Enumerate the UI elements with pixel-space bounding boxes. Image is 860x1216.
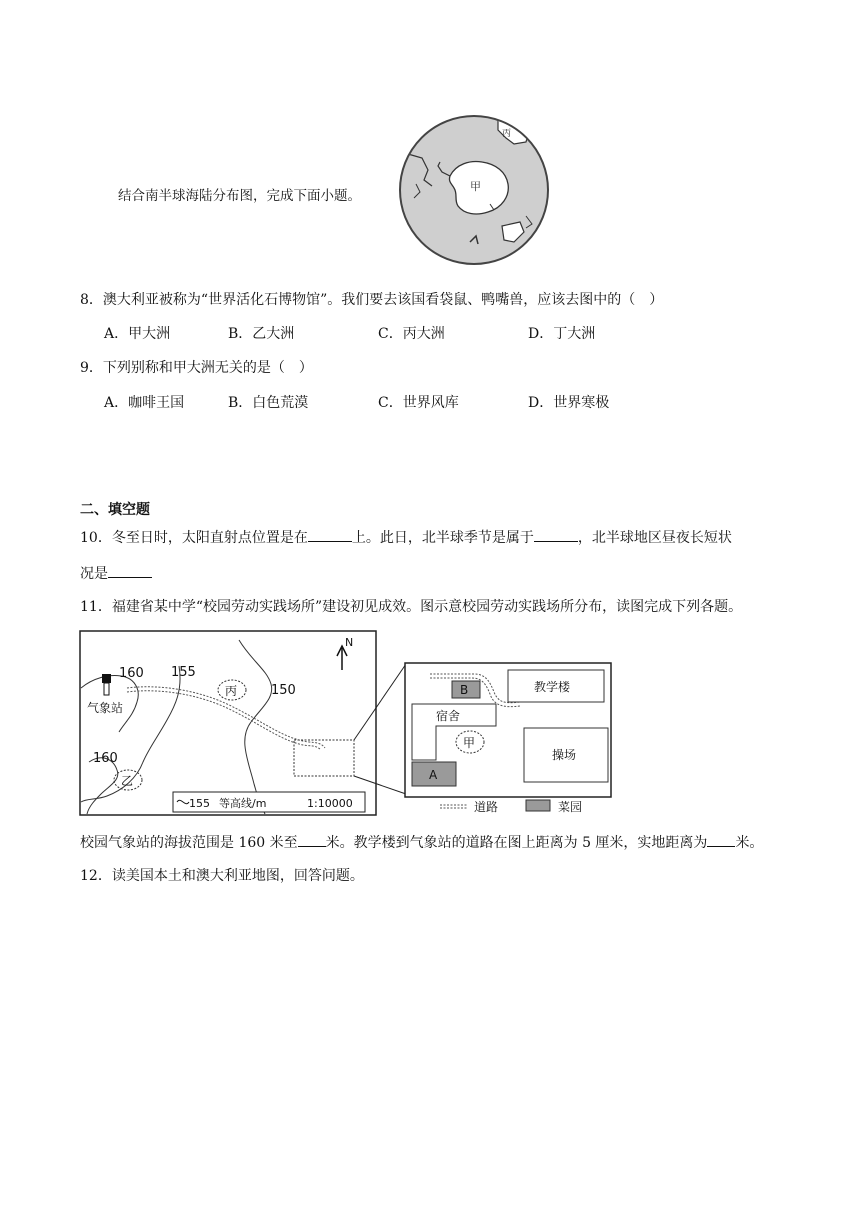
q11-blank-2[interactable] <box>707 832 735 847</box>
north-label: N <box>345 636 354 649</box>
globe-label-bing: 丙 <box>502 129 512 139</box>
q9-option-d: D．世界寒极 <box>528 395 610 411</box>
q11-stem: 11．福建省某中学“校园劳动实践场所”建设初见成效。图示意校园劳动实践场所分布，读图完成下列各题。 <box>80 599 743 615</box>
q9-option-c: C．世界风库 <box>378 395 459 411</box>
legend-road: 道路 <box>474 800 499 814</box>
q8-option-c: C．丙大洲 <box>378 326 445 342</box>
legend-garden: 菜园 <box>558 800 583 814</box>
southern-hemisphere-map <box>398 114 550 266</box>
q8-option-a: A．甲大洲 <box>104 326 171 342</box>
q11-followup <box>80 832 763 853</box>
map-label-yi: 乙 <box>121 774 134 788</box>
station-label: 气象站 <box>87 701 124 715</box>
q8-option-b: B．乙大洲 <box>228 326 295 342</box>
q10-part2: 上。此日，北半球季节是属于 <box>351 530 534 546</box>
q10-blank-2[interactable] <box>534 527 578 542</box>
q11-part2: 米。教学楼到气象站的道路在图上距离为 5 厘米，实地距离为 <box>325 835 708 851</box>
q8-option-d: D．丁大洲 <box>528 326 596 342</box>
q9-stem: 9．下列别称和甲大洲无关的是（ ） <box>80 360 313 376</box>
q9-option-a: A．咖啡王国 <box>104 395 185 411</box>
q10-blank-3[interactable] <box>108 563 152 578</box>
garden-a-label: A <box>429 768 438 782</box>
scale-label: 1:10000 <box>307 797 353 810</box>
q10-line2 <box>80 563 152 584</box>
contour-label-155: 155 <box>171 665 196 680</box>
q8-stem: 8．澳大利亚被称为“世界活化石博物馆”。我们要去该国看袋鼠、鸭嘴兽，应该去图中的（ ） <box>80 292 664 308</box>
dorm-label: 宿舍 <box>436 709 461 723</box>
campus-contour-map <box>79 630 377 816</box>
q10-line2-text: 况是 <box>80 566 108 582</box>
campus-detail-map <box>404 662 612 816</box>
q11-part1: 校园气象站的海拔范围是 160 米至 <box>80 835 298 851</box>
contour-label-160-top: 160 <box>119 666 144 681</box>
q10-part1: 10．冬至日时，太阳直射点位置是在 <box>80 530 308 546</box>
playground-label: 操场 <box>552 748 577 762</box>
map-label-bing: 丙 <box>225 684 238 698</box>
q10-part3: ，北半球地区昼夜长短状 <box>577 530 732 546</box>
q12-stem: 12．读美国本土和澳大利亚地图，回答问题。 <box>80 868 364 884</box>
intro-text: 结合南半球海陆分布图，完成下面小题。 <box>118 188 361 204</box>
map-label-jia: 甲 <box>463 736 476 750</box>
q9-option-b: B．白色荒漠 <box>228 395 309 411</box>
section-heading: 二、填空题 <box>80 502 150 518</box>
globe-label-jia: 甲 <box>470 180 481 193</box>
teaching-building-label: 教学楼 <box>534 680 571 694</box>
q11-blank-1[interactable] <box>298 832 326 847</box>
q10-blank-1[interactable] <box>308 527 352 542</box>
legend-contour-value: 155 <box>189 797 210 810</box>
contour-label-150: 150 <box>271 683 296 698</box>
q10-line1 <box>80 527 732 548</box>
garden-b-label: B <box>460 683 469 697</box>
legend-contour-text: 等高线/m <box>219 797 267 810</box>
contour-label-160-bottom: 160 <box>93 751 118 766</box>
q11-part3: 米。 <box>735 835 764 851</box>
